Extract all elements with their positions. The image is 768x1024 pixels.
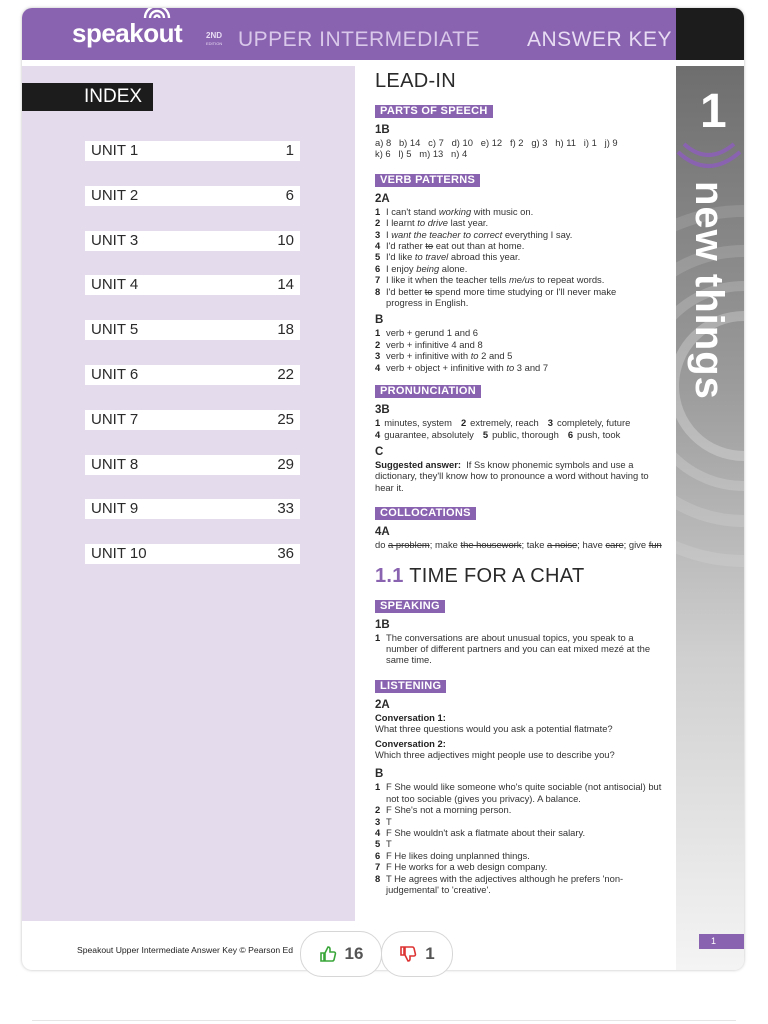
answer-line: 3 I want the teacher to correct everything I say. [375,228,573,240]
document-page [22,8,744,970]
answer-line: 1 I can't stand working with music on. [375,205,534,217]
heading-pronunciation: PRONUNCIATION [375,385,481,398]
answer-line: 4 guarantee, absolutely 5 public, thorough 6 push, took [375,428,621,440]
exercise-b: B [375,768,384,781]
index-item-page: 6 [285,186,294,204]
index-item-page: 14 [277,276,294,294]
answer-line: 5 I'd like to travel abroad this year. [375,251,521,263]
index-item-label: UNIT 2 [91,186,139,204]
conversation-2-label: Conversation 2: [375,737,446,749]
index-item-label: UNIT 4 [91,276,139,294]
thumbs-up-count: 16 [344,944,364,963]
index-item-unit-1[interactable] [85,141,300,161]
heading-speaking: SPEAKING [375,600,445,613]
index-item-unit-6[interactable] [85,365,300,385]
index-item-unit-4[interactable] [85,275,300,295]
index-item-page: 10 [277,231,294,249]
index-item-page: 36 [277,545,294,563]
answer-line: 1 F She would like someone who's quite sociable (not antisocial) but not too sociable (gives you privacy). A balance. [375,781,662,804]
exercise-1b: 1B [375,618,390,631]
index-item-page: 33 [277,500,294,518]
footer-text: Speakout Upper Intermediate Answer Key © Pearson Ed [77,945,294,955]
answer-line: 8 I'd better to spend more time studying or I'll never make [375,285,617,297]
index-item-label: UNIT 8 [91,455,139,473]
answer-line: 1 verb + gerund 1 and 6 [375,327,478,339]
index-title: INDEX [22,83,153,111]
index-item-label: UNIT 6 [91,366,139,383]
answer-line: 1 minutes, system 2 extremely, reach 3 completely, future [375,417,631,429]
index-item-label: UNIT 5 [91,321,139,339]
unit-number: 1 [700,85,727,138]
answer-line: a) 8 b) 14 c) 7 d) 10 e) 12 f) 2 g) 3 h) 11 i) 1 j) 9 [375,137,618,148]
answer-line: 7 I like it when the teacher tells me/us to repeat words. [375,274,605,286]
unit-title: new things [687,181,731,400]
conversation-1-text: What three questions would you ask a potential flatmate? [375,723,613,735]
index-item-unit-8[interactable] [85,455,300,475]
conversation-1-label: Conversation 1: [375,711,446,723]
answer-line: 3 verb + infinitive with to 2 and 5 [375,350,513,362]
answer-line: k) 6 l) 5 m) 13 n) 4 [375,148,468,160]
answer-line: 4 I'd rather to eat out than at home. [375,240,525,252]
answer-line: 3 T [375,815,392,827]
unit-strip [676,66,744,970]
answer-line: 1 The conversations are about unusual topics, you speak to a number of different partners and you can eat mixed mezé at the same time. [375,631,651,666]
thumbs-up-icon [319,945,337,963]
divider [32,1020,736,1021]
index-item-unit-3[interactable] [85,231,300,251]
heading-parts-of-speech: PARTS OF SPEECH [375,105,493,118]
thumbs-up-button[interactable] [300,931,382,977]
index-item-unit-9[interactable] [85,499,300,519]
answer-line: 5 T [375,838,392,850]
heading-verb-patterns: VERB PATTERNS [375,174,480,187]
index-item-label: UNIT 7 [91,410,139,428]
index-item-unit-5[interactable] [85,320,300,340]
answer-content [375,66,665,895]
header-dark-block [676,8,744,60]
index-item-label: UNIT 3 [91,231,139,249]
answer-line: 4 F She wouldn't ask a flatmate about their salary. [375,827,586,838]
exercise-1b: 1B [375,124,390,136]
index-item-label: UNIT 9 [91,500,139,518]
exercise-2a: 2A [375,192,390,205]
index-item-page: 22 [277,366,294,383]
suggested-answer: Suggested answer: If Ss know phonemic symbols and use a dictionary, they'll know how to pronounce a word without having to hear it. [375,458,649,493]
thumbs-down-icon [399,945,417,963]
answer-line: 7 F He works for a web design company. [375,861,548,873]
answer-line: 6 F He likes doing unplanned things. [375,849,530,861]
exercise-c: C [375,445,384,458]
exercise-3b: 3B [375,404,390,417]
answer-key-title: ANSWER KEY [527,28,673,51]
exercise-b: B [375,314,384,327]
conversation-2-text: Which three adjectives might people use to describe you? [375,748,615,760]
index-item-page: 29 [277,455,294,473]
section-title-1-1: 1.1 TIME FOR A CHAT [375,564,585,587]
index-item-label: UNIT 1 [91,142,139,159]
page-number: 1 [699,934,744,949]
header-bar [22,8,676,60]
exercise-4a: 4A [375,526,390,539]
index-item-unit-2[interactable] [85,186,300,206]
brand-logo: speakout [72,18,182,49]
signal-icon [142,8,172,20]
thumbs-down-button[interactable] [381,931,453,977]
section-title-leadin: LEAD-IN [375,70,457,92]
heading-collocations: COLLOCATIONS [375,507,476,520]
collocation-answer: do a problem; make the housework; take a noise; have care; give fun [375,539,662,551]
heading-listening: LISTENING [375,680,446,693]
index-item-unit-7[interactable] [85,410,300,430]
level-title: UPPER INTERMEDIATE [238,28,480,51]
index-item-page: 25 [277,410,294,428]
answer-line: 4 verb + object + infinitive with to 3 and 7 [375,361,549,373]
answer-line: progress in English. [386,297,469,309]
exercise-2a: 2A [375,698,390,711]
index-item-unit-10[interactable] [85,544,300,564]
index-item-label: UNIT 10 [91,545,147,563]
index-item-page: 18 [277,321,294,339]
answer-line: 6 I enjoy being alone. [375,262,468,274]
answer-line: 2 I learnt to drive last year. [375,217,489,229]
answer-line: 8 T He agrees with the adjectives although he prefers 'non-judgemental' to 'creative'. [375,872,624,896]
answer-line: 2 verb + infinitive 4 and 8 [375,338,483,350]
edition-badge: 2ND EDITION [206,31,223,46]
answer-line: 2 F She's not a morning person. [375,804,512,816]
thumbs-down-count: 1 [425,944,435,963]
index-item-page: 1 [285,142,294,159]
